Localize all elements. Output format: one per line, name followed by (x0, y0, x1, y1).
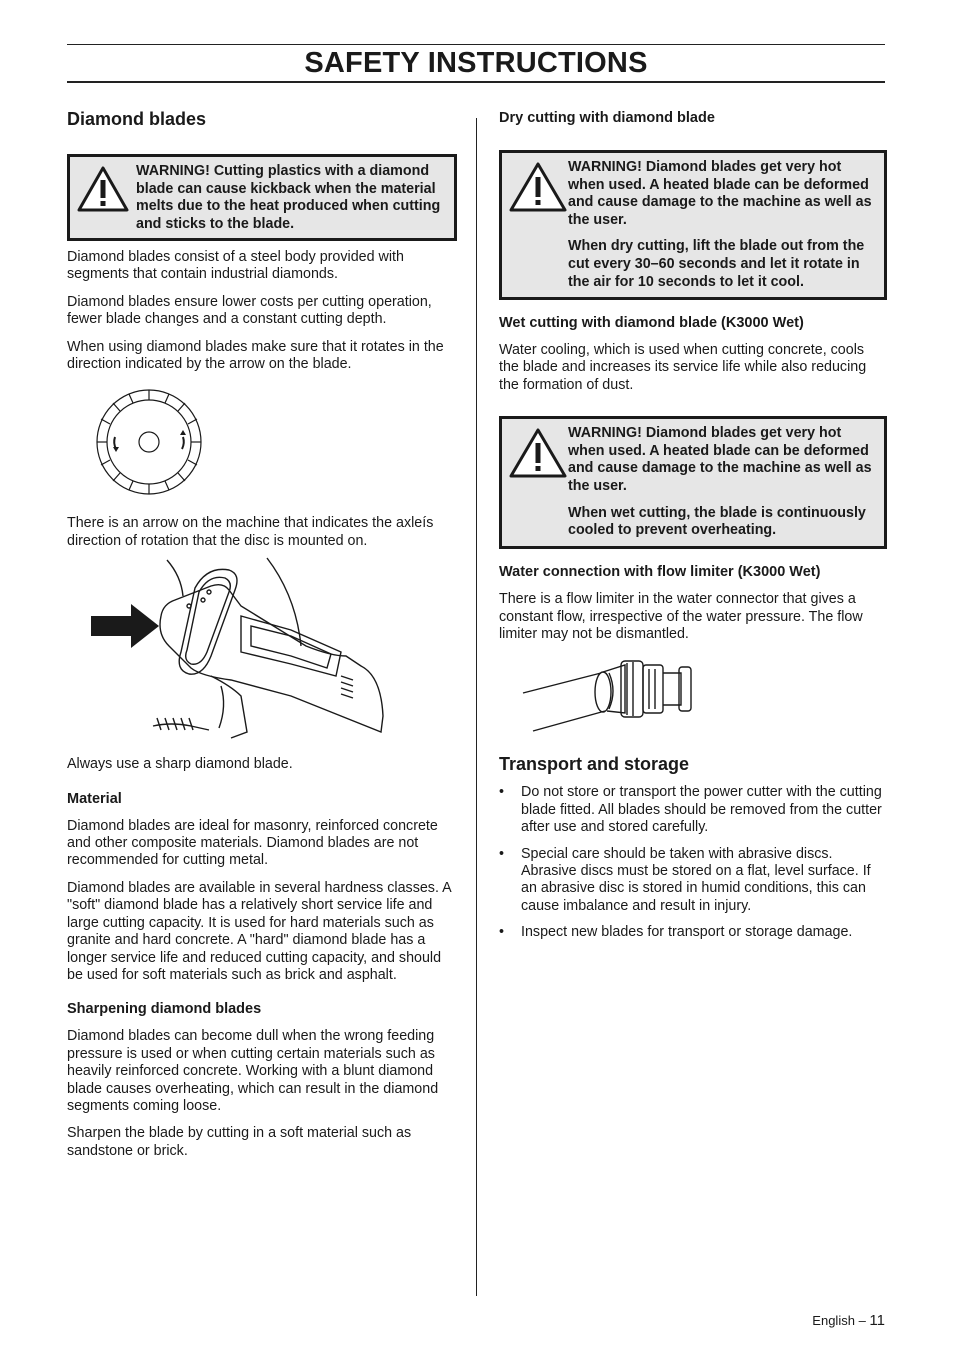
diamond-blades-heading: Diamond blades (67, 109, 207, 129)
list-item: • Special care should be taken with abrasive discs. Abrasive discs must be stored on a flat, level surface. If an abrasive disc is stored in humid conditions, this can cause imbalance and result in injury. (499, 846, 887, 916)
warning-triangle-icon (508, 425, 568, 538)
paragraph: Diamond blades consist of a steel body provided with segments that contain industrial diamonds. (67, 249, 404, 283)
wet-cutting-heading: Wet cutting with diamond blade (K3000 Wet) (499, 315, 804, 331)
transport-bullet-list (499, 784, 887, 941)
water-connector-illustration (499, 651, 887, 737)
paragraph: There is an arrow on the machine that indicates the axleís direction of rotation that the disc is mounted on. (67, 515, 434, 549)
paragraph: When using diamond blades make sure that it rotates in the direction indicated by the arrow on the blade. (67, 338, 444, 373)
warning-box-plastics (67, 154, 457, 241)
sharpening-heading: Sharpening diamond blades (67, 1001, 262, 1018)
machine-arrow-illustration (67, 556, 457, 744)
warning-triangle-icon (76, 163, 136, 230)
dry-cutting-heading: Dry cutting with diamond blade (499, 110, 715, 126)
warning-text: WARNING! Diamond blades get very hot when used. A heated blade can be deformed and cause damage to the machine as well as the user. (568, 425, 872, 494)
right-column (499, 108, 887, 942)
page-footer (812, 1312, 885, 1329)
transport-storage-heading: Transport and storage (499, 754, 690, 775)
paragraph: Diamond blades can become dull when the wrong feeding pressure is used or when cutting certain materials such as heavily reinforced concrete. Working with a blunt diamond blade causes overheating, which can result in the diamond segments coming loose. (67, 1028, 439, 1114)
warning-text: WARNING! Cutting plastics with a diamond blade can cause kickback when the material melts due to the heat produced when cutting and sticks to the blade. (136, 163, 441, 232)
warning-triangle-icon (508, 159, 568, 289)
paragraph: Diamond blades are available in several hardness classes. A "soft" diamond blade has a relatively short service life and large cutting capacity. It is used for hard materials such as granite and hard concrete. A "hard" diamond blade has a longer service life and reduced cutting capacity, and should be used for soft materials such as brick and asphalt. (67, 879, 451, 983)
material-heading: Material (67, 790, 122, 807)
warning-box-dry-cutting (499, 150, 887, 300)
warning-box-wet-cutting (499, 416, 887, 549)
paragraph: Always use a sharp diamond blade. (67, 756, 293, 773)
warning-text: WARNING! Diamond blades get very hot when used. A heated blade can be deformed and cause damage to the machine as well as the user. (568, 159, 872, 228)
paragraph: Sharpen the blade by cutting in a soft material such as sandstone or brick. (67, 1125, 412, 1159)
page-title: SAFETY INSTRUCTIONS (304, 47, 648, 79)
warning-text: When dry cutting, lift the blade out from the cut every 30–60 seconds and let it rotate in the air for 10 seconds to let it cool. (568, 238, 865, 290)
page-number: 11 (869, 1312, 885, 1329)
paragraph: Water cooling, which is used when cutting concrete, cools the blade and increases its service life while also reducing the formation of dust. (499, 342, 867, 393)
list-item: • Do not store or transport the power cutter with the cutting blade fitted. All blades should be removed from the cutter after use and stored carefully. (499, 784, 887, 836)
warning-text: When wet cutting, the blade is continuously cooled to prevent overheating. (568, 504, 866, 539)
footer-dash: – (858, 1313, 866, 1328)
paragraph: Diamond blades are ideal for masonry, reinforced concrete and other composite materials. Diamond blades are not recommended for cutting metal. (67, 817, 438, 869)
footer-language: English (812, 1313, 855, 1328)
paragraph: Diamond blades ensure lower costs per cutting operation, fewer blade changes and a constant cutting depth. (67, 293, 432, 328)
left-column (67, 108, 457, 1160)
header-rule-bottom (67, 81, 885, 83)
blade-illustration (67, 389, 457, 505)
paragraph: There is a flow limiter in the water connector that gives a constant flow, irrespective of the water pressure. The flow limiter may not be dismantled. (499, 591, 863, 643)
list-item: • Inspect new blades for transport or storage damage. (499, 924, 887, 941)
column-divider (476, 118, 477, 1296)
water-connection-heading: Water connection with flow limiter (K3000 Wet) (499, 564, 821, 581)
